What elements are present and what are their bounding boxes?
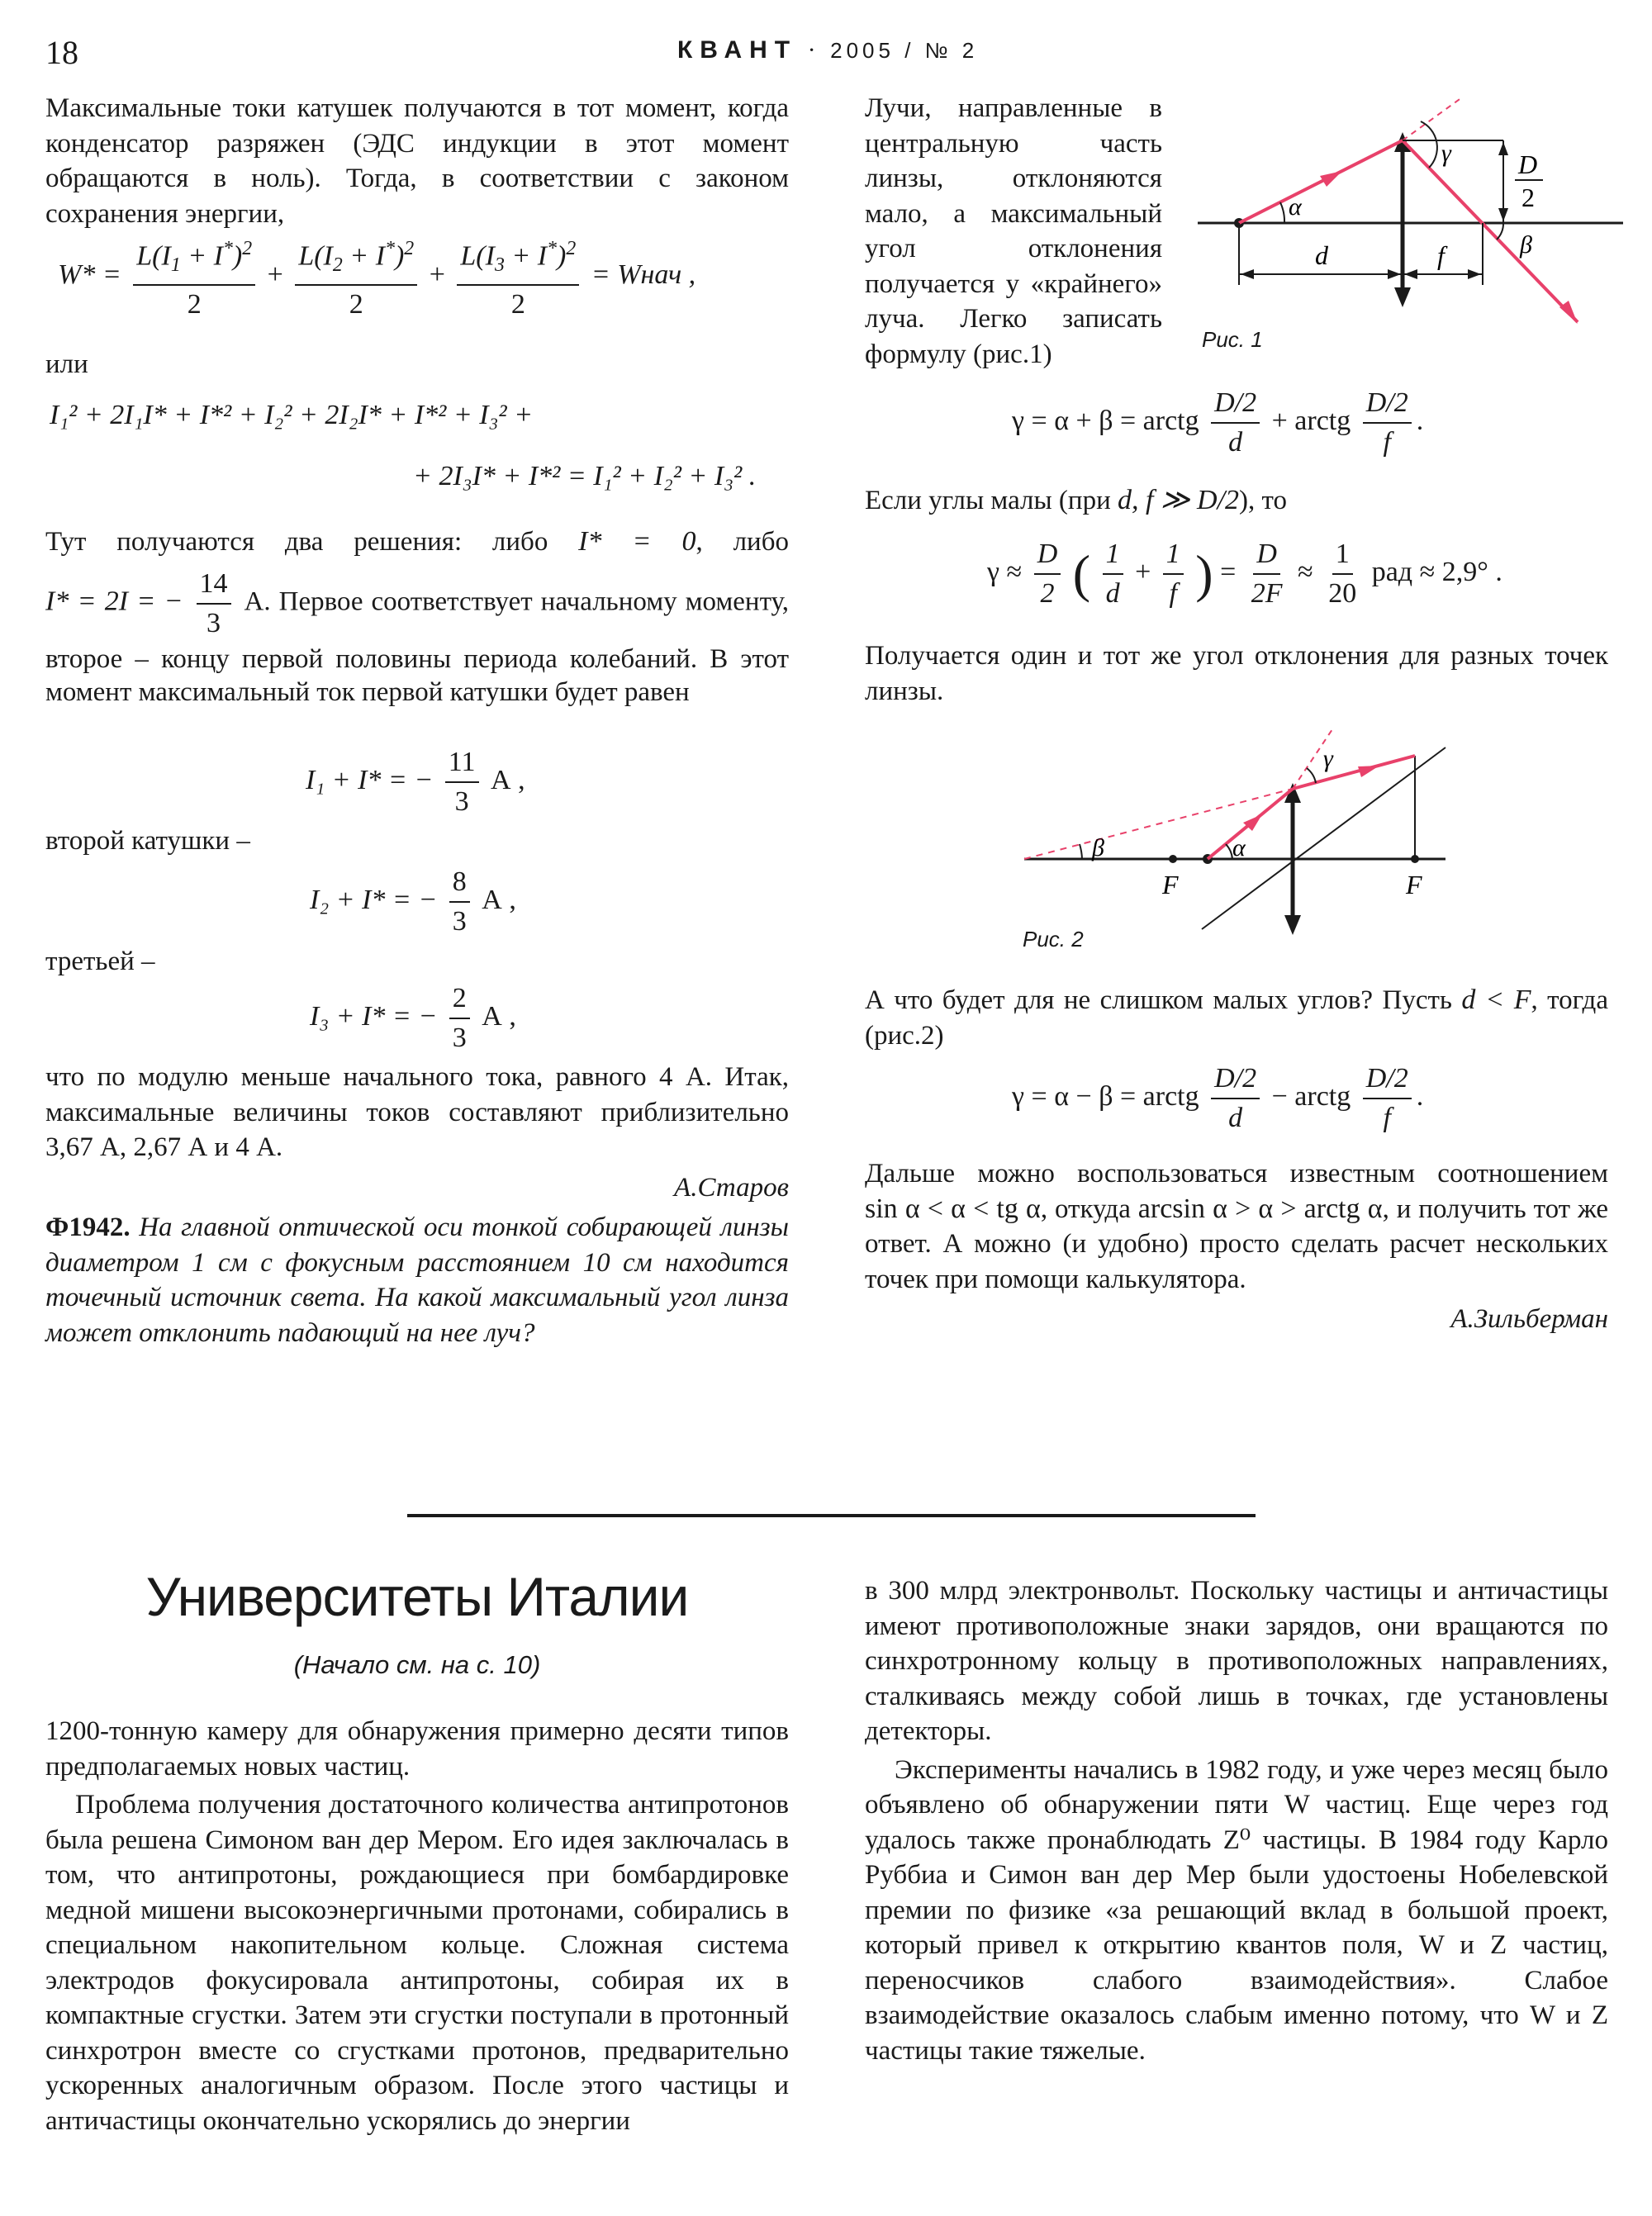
header-separator: ·	[807, 36, 820, 64]
formula-rhs: = Wнач ,	[591, 259, 696, 290]
running-header	[677, 36, 978, 64]
fig1-beta: β	[1520, 231, 1532, 259]
problem-f1942	[45, 1210, 789, 1350]
text: Тут получаются два решения: либо	[45, 527, 548, 557]
article-title: Университеты Италии	[145, 1566, 689, 1627]
gamma-diff-formula: γ = α − β = arctg $\frac{D/2}{d}$ − arctg $\frac{D/2}{f}$ .	[1012, 1060, 1423, 1137]
further-paragraph: Дальше можно воспользоваться известным соотношением sin α < α < tg α, откуда arcsin α > α > arctg α, и получить тот же ответ. А можно (и удобно) просто сделать расчет нескольких точек при помощи калькулятора. А.Зильберман	[865, 1156, 1608, 1337]
ray-extension	[1403, 97, 1462, 140]
paragraph: Максимальные токи катушек получаются в тот момент, когда конденсатор разряжен (ЭДС индукции в этот момент обращаются в ноль). Тогда, в соответствии с законом сохранения энергии,	[45, 93, 789, 229]
paragraph: в 300 млрд электронвольт. Поскольку частицы и античастицы имеют противоположные знаки зарядов, они вращаются по синхротронному кольцу в противоположных направлениях, сталкиваясь между собой лишь в точках, где установлены детекторы.	[865, 1576, 1608, 1746]
author-zilberman: А.Зильберман	[1450, 1304, 1608, 1334]
figure-1	[1173, 91, 1635, 363]
refracted-ray	[1403, 140, 1578, 322]
fig2-beta: β	[1092, 834, 1104, 861]
current-i1-formula: I₁ + I* = − $\frac{11}{3}$ А ,	[306, 743, 525, 821]
ray-arrow	[1358, 766, 1379, 777]
ray-arrow	[1320, 171, 1342, 187]
text: . Первое соответствует начальному моменту, второе – концу первой половины периода колебаний. В этот момент максимальный ток первой катушки будет равен	[45, 586, 790, 707]
fig2-alpha: α	[1232, 834, 1246, 861]
gamma-arc	[1307, 768, 1316, 783]
expanded-formula-line1: I₁² + 2I₁I* + I*² + I₂² + 2I₂I* + I*² + I₃² +	[50, 400, 534, 430]
page-number: 18	[45, 34, 78, 71]
energy-formula: W* = $\frac{L(I_1 + I^*)^2}{2}$ + $\frac{L(I_2 + I^*)^2}{2}$ + $\frac{L(I_3 + I^*)^2}{2}$ = Wнач ,	[58, 230, 695, 324]
current-i2-formula: I₂ + I* = − $\frac{8}{3}$ А ,	[310, 863, 516, 941]
alpha-arc	[1280, 202, 1284, 223]
not-small-paragraph: А что будет для не слишком малых углов? Пусть d < F, тогда (рис.2)	[865, 985, 1608, 1051]
alpha-arc	[1226, 844, 1232, 859]
right-intro: Лучи, направленные в центральную часть линзы, отклоняются мало, а максимальный угол отклонения получается у «крайнего» луча. Легко записать формулу (рис.1)	[865, 93, 1162, 369]
beta-arc	[1080, 844, 1082, 859]
figure-2	[1016, 710, 1462, 950]
second-coil-label: второй катушки –	[45, 826, 250, 856]
article-subtitle: (Начало см. на с. 10)	[293, 1650, 541, 1679]
fraction: $\frac{L(I_3 + I^*)^2}{2}$	[457, 230, 579, 324]
fig1-gamma: γ	[1441, 140, 1451, 167]
paragraph: Проблема получения достаточного количества антипротонов была решена Симоном ван дер Мером. Его идея заключалась в том, что антипротоны, рождающиеся при бомбардировке медной мишени высокоэнергичными протонами, собирались в специальном накопительном кольце. Сложная система электродов фокусировала антипротоны, собирая их в компактные сгустки. Затем эти сгустки поступали в протонный синхротрон вместе со сгустками протонов, предварительно ускоренных аналогичным образом. После этого частицы и античастицы окончательно ускорялись до энергии	[45, 1790, 789, 2136]
problem-number: Ф1942.	[45, 1212, 131, 1242]
fig1-d: d	[1315, 240, 1328, 270]
inline-formula: I* = 2I = −	[45, 586, 183, 617]
small-angles-line: Если углы малы (при d, f ≫ D/2), то	[865, 485, 1288, 515]
inline-formula: I* = 0	[578, 526, 696, 557]
same-angle-paragraph: Получается один и тот же угол отклонения для разных точек линзы.	[865, 641, 1608, 706]
fig2-gamma: γ	[1323, 745, 1333, 772]
paragraph: Эксперименты начались в 1982 году, и уже через месяц было объявлено об обнаружении пяти W частиц. Еще через год удалось также пронаблюдать Z⁰ частицы. В 1984 году Карло Руббиа и Симон ван дер Мер были удостоены Нобелевской премии по физике «за решающий вклад в большой проект, который привел к открытию квантов поля, W и Z частиц, переносчиков слабого взаимодействия». Слабое взаимодействие оказалось слабым именно потому, что W и Z частицы такие тяжелые.	[865, 1754, 1608, 2066]
section-divider	[407, 1514, 1256, 1517]
current-i3-formula: I₃ + I* = − $\frac{2}{3}$ А ,	[310, 980, 516, 1057]
focus-right	[1411, 855, 1419, 863]
fraction: $\frac{L(I_1 + I^*)^2}{2}$	[133, 230, 255, 324]
focus-left	[1169, 855, 1177, 863]
left-column	[45, 91, 789, 231]
journal-issue: 2005 / № 2	[830, 38, 979, 63]
word-ili: или	[45, 349, 88, 379]
fig2-caption: Рис. 2	[1023, 927, 1084, 951]
article-left-column	[45, 1714, 789, 2138]
incident-ray	[1239, 140, 1403, 223]
fraction: $\frac{L(I_2 + I^*)^2}{2}$	[295, 230, 417, 324]
gamma-sum-formula: γ = α + β = arctg $\frac{D/2}{d}$ + arctg $\frac{D/2}{f}$ .	[1012, 384, 1423, 462]
fig1-caption: Рис. 1	[1202, 327, 1263, 352]
two-solutions-paragraph	[45, 524, 789, 709]
fig1-alpha: α	[1289, 193, 1302, 221]
article-right-column	[865, 1573, 1608, 2068]
small-angle-approx-formula: γ ≈ $\frac{D}{2}$ ( $\frac{1}{d}$ + $\frac{1}{f}$ ) = $\frac{D}{2F}$ ≈ $\frac{1}{20}$ рад ≈ 2,9° .	[987, 535, 1502, 613]
fig2-F-right: F	[1406, 870, 1422, 899]
lens-arrow-bottom	[1394, 287, 1411, 307]
problem-text: На главной оптической оси тонкой собирающей линзы диаметром 1 см с фокусным расстоянием 10 см находится точечный источник света. На какой максимальный угол линза может отклонить падающий на нее луч?	[45, 1212, 789, 1348]
fig1-D: D	[1518, 149, 1538, 179]
lens-arrow-bottom	[1284, 915, 1301, 935]
unit: А	[244, 586, 264, 617]
journal-name: КВАНТ	[677, 36, 798, 64]
author-starov: А.Старов	[674, 1172, 789, 1203]
fig1-f: f	[1437, 240, 1445, 270]
paragraph: 1200-тонную камеру для обнаружения примерно десяти типов предполагаемых новых частиц.	[45, 1716, 789, 1782]
text: , либо	[695, 527, 790, 557]
third-coil-label: третьей –	[45, 947, 155, 976]
fig1-two: 2	[1521, 183, 1535, 212]
expanded-formula-line2: + 2I₃I* + I*² = I₁² + I₂² + I₃² .	[413, 461, 757, 491]
fraction: $\frac{14}{3}$	[197, 565, 231, 643]
formula-lhs: W* =	[58, 259, 121, 290]
conclusion-paragraph: что по модулю меньше начального тока, равного 4 А. Итак, максимальные величины токов составляют приблизительно 3,67 А, 2,67 А и 4 А. А.Старов	[45, 1060, 789, 1205]
fig2-F-left: F	[1162, 870, 1179, 899]
